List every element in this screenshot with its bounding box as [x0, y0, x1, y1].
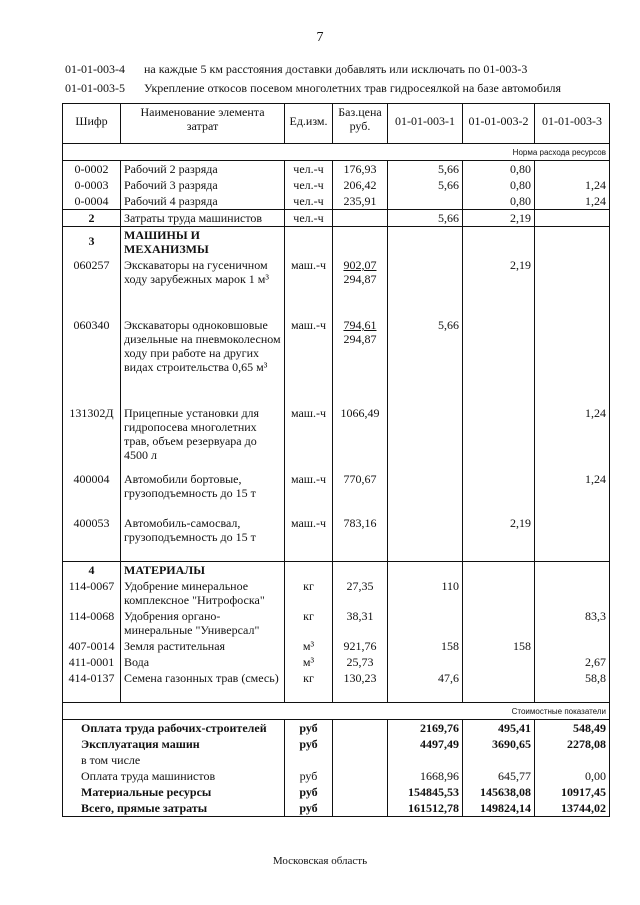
unit-cell: маш.-ч: [285, 471, 333, 515]
value-c1: [388, 193, 463, 210]
cost-caption: Стоимостные показатели: [511, 707, 606, 716]
machine-row: [63, 471, 610, 515]
table-header-row: [63, 104, 610, 144]
empty-cell: [333, 562, 388, 579]
value-c3: 1,24: [535, 193, 610, 210]
unit-cell: кг: [285, 608, 333, 638]
empty-cell: [333, 752, 388, 768]
empty-cell: [333, 768, 388, 784]
materials-section-row: [63, 562, 610, 579]
empty-cell: [463, 686, 535, 703]
price-cell: [333, 257, 388, 317]
unit-cell: руб: [285, 736, 333, 752]
unit-cell: чел.-ч: [285, 177, 333, 193]
value-c2: 495,41: [463, 720, 535, 737]
empty-cell: [388, 562, 463, 579]
price-cell: 783,16: [333, 515, 388, 562]
summary-row: [63, 736, 610, 752]
value-c3: [535, 638, 610, 654]
name-cell: Рабочий 2 разряда: [121, 161, 285, 178]
name-cell: Удобрения органо-минеральные "Универсал": [121, 608, 285, 638]
value-c1: 5,66: [388, 161, 463, 178]
price-cell: 25,73: [333, 654, 388, 670]
value-c3: [535, 317, 610, 405]
section-code: 3: [63, 227, 121, 258]
empty-cell: [285, 686, 333, 703]
code-cell: 2: [63, 210, 121, 227]
value-c3: 2,67: [535, 654, 610, 670]
unit-cell: [285, 752, 333, 768]
section-code: 4: [63, 562, 121, 579]
code-cell: 0-0002: [63, 161, 121, 178]
unit-cell: руб: [285, 784, 333, 800]
empty-cell: [463, 227, 535, 258]
cost-caption-cell: [63, 703, 610, 720]
header-code: 01-01-003-5: [65, 81, 125, 95]
summary-row: [63, 784, 610, 800]
code-cell: 400053: [63, 515, 121, 562]
value-c1: [388, 257, 463, 317]
unit-cell: маш.-ч: [285, 405, 333, 471]
name-cell: Рабочий 4 разряда: [121, 193, 285, 210]
code-cell: 0-0004: [63, 193, 121, 210]
section-title-line1: МАШИНЫ И: [124, 228, 200, 242]
code-cell: 060340: [63, 317, 121, 405]
value-c1: 110: [388, 578, 463, 608]
col-header-price-line1: Баз.цена: [338, 105, 382, 119]
price-cell: 176,93: [333, 161, 388, 178]
empty-cell: [285, 227, 333, 258]
value-c2: [463, 654, 535, 670]
value-c1: [388, 608, 463, 638]
code-cell: 400004: [63, 471, 121, 515]
value-c2: 645,77: [463, 768, 535, 784]
empty-cell: [388, 686, 463, 703]
value-c3: 0,00: [535, 768, 610, 784]
empty-cell: [333, 686, 388, 703]
col-header-price-line2: руб.: [349, 119, 371, 133]
value-c2: [463, 670, 535, 686]
section-title-line2: МЕХАНИЗМЫ: [124, 242, 209, 256]
value-c2: 158: [463, 638, 535, 654]
labor-row: [63, 193, 610, 210]
name-cell: Удобрение минеральное комплексное "Нитрофоска": [121, 578, 285, 608]
material-row: [63, 608, 610, 638]
value-c2: [463, 471, 535, 515]
empty-cell: [535, 686, 610, 703]
name-cell: Рабочий 3 разряда: [121, 177, 285, 193]
value-c2: 0,80: [463, 161, 535, 178]
empty-cell: [333, 736, 388, 752]
norm-caption-cell: [121, 144, 610, 161]
material-row: [63, 578, 610, 608]
value-c3: [535, 257, 610, 317]
section-title: МАТЕРИАЛЫ: [121, 562, 285, 579]
value-c3: 58,8: [535, 670, 610, 686]
page-number: 7: [316, 30, 324, 45]
unit-cell: чел.-ч: [285, 193, 333, 210]
header-text: Укрепление откосов посевом многолетних трав гидросеялкой на базе автомобиля: [144, 81, 561, 95]
value-c1: [388, 405, 463, 471]
empty-cell: [285, 562, 333, 579]
summary-name: Материальные ресурсы: [63, 784, 285, 800]
material-row: [63, 670, 610, 686]
col-header-name-line2: затрат: [186, 119, 219, 133]
value-c1: 161512,78: [388, 800, 463, 817]
summary-name: Оплата труда машинистов: [63, 768, 285, 784]
empty-cell: [333, 720, 388, 737]
resource-table: [62, 103, 610, 817]
unit-cell: кг: [285, 578, 333, 608]
value-c3: [535, 752, 610, 768]
value-c1: [388, 471, 463, 515]
value-c2: 145638,08: [463, 784, 535, 800]
name-cell: Автомобили бортовые, грузоподъемность до 15 т: [121, 471, 285, 515]
price-driver-value: 294,87: [343, 332, 377, 346]
header-line-2: [65, 81, 561, 96]
norm-caption-row: [63, 144, 610, 161]
machine-row: [63, 317, 610, 405]
value-c2: 3690,65: [463, 736, 535, 752]
labor-row: [63, 177, 610, 193]
empty-cell: [63, 686, 121, 703]
material-row: [63, 638, 610, 654]
value-c3: 83,3: [535, 608, 610, 638]
col-header-c1: 01-01-003-1: [388, 104, 463, 144]
col-header-c2: 01-01-003-2: [463, 104, 535, 144]
summary-row: [63, 768, 610, 784]
value-c2: [463, 578, 535, 608]
summary-name: в том числе: [63, 752, 285, 768]
value-c1: 5,66: [388, 317, 463, 405]
unit-cell: м³: [285, 654, 333, 670]
header-line-1: [65, 62, 527, 77]
name-cell: Затраты труда машинистов: [121, 210, 285, 227]
machine-row: [63, 515, 610, 562]
value-c3: 1,24: [535, 471, 610, 515]
price-value: 902,07: [343, 258, 377, 272]
value-c1: [388, 654, 463, 670]
empty-cell: [333, 784, 388, 800]
value-c3: 10917,45: [535, 784, 610, 800]
value-c2: [463, 317, 535, 405]
value-c3: [535, 161, 610, 178]
name-cell: Земля растительная: [121, 638, 285, 654]
code-cell: 411-0001: [63, 654, 121, 670]
value-c1: [388, 752, 463, 768]
value-c1: 4497,49: [388, 736, 463, 752]
value-c2: 2,19: [463, 257, 535, 317]
col-header-unit: Ед.изм.: [285, 104, 333, 144]
value-c2: 0,80: [463, 177, 535, 193]
empty-cell: [535, 227, 610, 258]
name-cell: Семена газонных трав (смесь): [121, 670, 285, 686]
unit-cell: руб: [285, 800, 333, 817]
code-cell: 0-0003: [63, 177, 121, 193]
empty-cell: [535, 562, 610, 579]
value-c3: 1,24: [535, 177, 610, 193]
value-c1: 158: [388, 638, 463, 654]
value-c2: [463, 405, 535, 471]
value-c3: 2278,08: [535, 736, 610, 752]
col-header-c3: 01-01-003-3: [535, 104, 610, 144]
price-cell: 206,42: [333, 177, 388, 193]
value-c3: 548,49: [535, 720, 610, 737]
col-header-code: Шифр: [63, 104, 121, 144]
col-header-price: [333, 104, 388, 144]
summary-row: [63, 800, 610, 817]
value-c3: 1,24: [535, 405, 610, 471]
empty-cell: [463, 562, 535, 579]
empty-cell: [63, 144, 121, 161]
value-c2: 149824,14: [463, 800, 535, 817]
driver-labor-row: [63, 210, 610, 227]
unit-cell: чел.-ч: [285, 161, 333, 178]
footer: Московская область: [272, 855, 368, 867]
code-cell: 131302Д: [63, 405, 121, 471]
value-c2: 0,80: [463, 193, 535, 210]
summary-row: [63, 752, 610, 768]
price-cell: 1066,49: [333, 405, 388, 471]
value-c1: [388, 515, 463, 562]
name-cell: Прицепные установки для гидропосева многолетних трав, объем резервуара до 4500 л: [121, 405, 285, 471]
section-title: [121, 227, 285, 258]
empty-cell: [333, 227, 388, 258]
value-c1: 154845,53: [388, 784, 463, 800]
code-cell: 407-0014: [63, 638, 121, 654]
value-c2: [463, 752, 535, 768]
summary-name: Всего, прямые затраты: [63, 800, 285, 817]
unit-cell: чел.-ч: [285, 210, 333, 227]
price-cell: [333, 317, 388, 405]
value-c2: 2,19: [463, 515, 535, 562]
unit-cell: маш.-ч: [285, 317, 333, 405]
norm-caption: Норма расхода ресурсов: [512, 148, 606, 157]
unit-cell: маш.-ч: [285, 257, 333, 317]
code-cell: 114-0068: [63, 608, 121, 638]
labor-row: [63, 161, 610, 178]
price-cell: 27,35: [333, 578, 388, 608]
value-c3: [535, 578, 610, 608]
name-cell: Автомобиль-самосвал, грузоподъемность до 15 т: [121, 515, 285, 562]
value-c2: [463, 608, 535, 638]
price-cell: 130,23: [333, 670, 388, 686]
price-cell: 38,31: [333, 608, 388, 638]
value-c1: 47,6: [388, 670, 463, 686]
unit-cell: кг: [285, 670, 333, 686]
header-code: 01-01-003-4: [65, 62, 125, 76]
summary-row: [63, 720, 610, 737]
value-c1: 5,66: [388, 210, 463, 227]
machine-row: [63, 405, 610, 471]
code-cell: 414-0137: [63, 670, 121, 686]
value-c1: 5,66: [388, 177, 463, 193]
price-cell: 770,67: [333, 471, 388, 515]
name-cell: Экскаваторы на гусеничном ходу зарубежных марок 1 м³: [121, 257, 285, 317]
unit-cell: руб: [285, 768, 333, 784]
empty-cell: [388, 227, 463, 258]
empty-cell: [333, 800, 388, 817]
price-driver-value: 294,87: [343, 272, 377, 286]
col-header-name: [121, 104, 285, 144]
value-c1: 1668,96: [388, 768, 463, 784]
col-header-name-line1: Наименование элемента: [140, 105, 265, 119]
price-cell: [333, 210, 388, 227]
table-body: [63, 104, 610, 817]
summary-name: Эксплуатация машин: [63, 736, 285, 752]
cost-caption-row: [63, 703, 610, 720]
code-cell: 114-0067: [63, 578, 121, 608]
value-c3: 13744,02: [535, 800, 610, 817]
price-value: 794,61: [343, 318, 377, 332]
unit-cell: маш.-ч: [285, 515, 333, 562]
value-c3: [535, 515, 610, 562]
name-cell: Вода: [121, 654, 285, 670]
empty-cell: [121, 686, 285, 703]
machine-row: [63, 257, 610, 317]
unit-cell: м³: [285, 638, 333, 654]
gap-row: [63, 686, 610, 703]
name-cell: Экскаваторы одноковшовые дизельные на пневмоколесном ходу при работе на других видах строительства 0,65 м³: [121, 317, 285, 405]
price-cell: 921,76: [333, 638, 388, 654]
code-cell: 060257: [63, 257, 121, 317]
unit-cell: руб: [285, 720, 333, 737]
price-cell: 235,91: [333, 193, 388, 210]
machines-section-row: [63, 227, 610, 258]
material-row: [63, 654, 610, 670]
value-c2: 2,19: [463, 210, 535, 227]
value-c3: [535, 210, 610, 227]
header-text: на каждые 5 км расстояния доставки добавлять или исключать по 01-003-3: [144, 62, 528, 76]
summary-name: Оплата труда рабочих-строителей: [63, 720, 285, 737]
value-c1: 2169,76: [388, 720, 463, 737]
